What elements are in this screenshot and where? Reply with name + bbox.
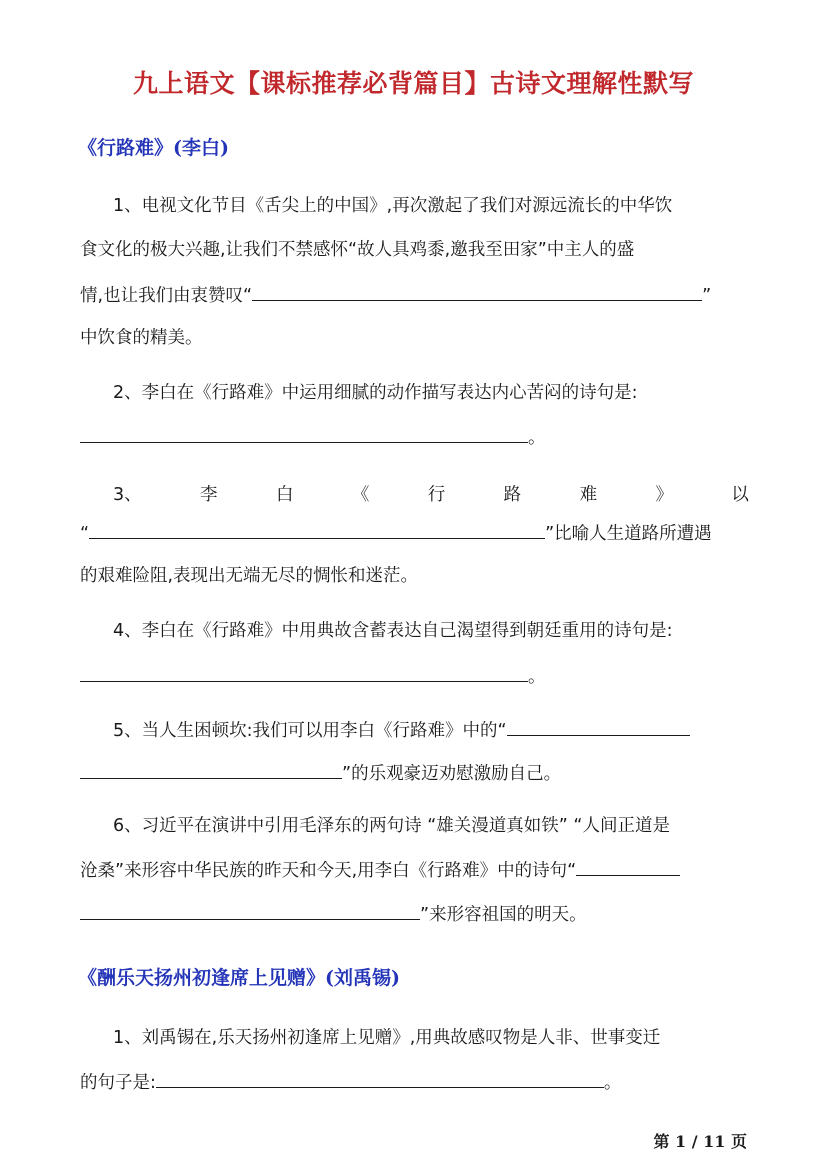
answer-blank[interactable]	[80, 764, 342, 779]
s1-q1-line3-text: 情,也让我们由衷赞叹“	[80, 286, 253, 306]
s1-q2-line2	[80, 428, 546, 448]
s2-q1-line2	[80, 1073, 621, 1093]
page-number: 第 1 / 11 页	[653, 1132, 747, 1151]
s1-q4-line2	[80, 667, 546, 687]
s1-q4-line2-end: 。	[528, 667, 546, 687]
answer-blank[interactable]	[252, 286, 702, 301]
s1-q3-word: 路	[503, 485, 522, 505]
s1-q5-line1-text: 5、当人生困顿坎:我们可以用李白《行路难》中的“	[113, 721, 507, 741]
answer-blank[interactable]	[89, 524, 545, 539]
answer-blank[interactable]	[80, 667, 528, 682]
s1-q6-line2-text: 沧桑”来形容中华民族的昨天和今天,用李白《行路难》中的诗句“	[80, 861, 577, 881]
answer-blank[interactable]	[156, 1073, 604, 1088]
s2-q1-line2-text: 的句子是:	[80, 1073, 156, 1093]
s1-q3-word: 3、	[113, 485, 142, 505]
s1-q3-word: 》	[655, 485, 673, 505]
s1-q6-line2	[80, 861, 680, 881]
s2-q1-line1: 1、刘禹锡在,乐天扬州初逢席上见赠》,用典故感叹物是人非、世事变迁	[113, 1028, 661, 1048]
s1-q4-line1: 4、李白在《行路难》中用典故含蓄表达自己渴望得到朝廷重用的诗句是:	[113, 621, 673, 641]
s1-q1-line3-close: ”	[702, 286, 712, 306]
s1-q3-line1	[113, 481, 749, 506]
s1-q6-line3	[80, 905, 587, 925]
s1-q1-line1: 1、电视文化节目《舌尖上的中国》,再次激起了我们对源远流长的中华饮	[113, 196, 673, 216]
s1-q2-line1: 2、李白在《行路难》中运用细腻的动作描写表达内心苦闷的诗句是:	[113, 383, 638, 403]
s1-q5-line1	[113, 721, 690, 741]
s1-q3-line2	[80, 524, 712, 544]
s1-q6-line1: 6、习近平在演讲中引用毛泽东的两句诗 “雄关漫道真如铁” “人间正道是	[113, 816, 670, 836]
s1-q3-word: 李	[200, 485, 218, 505]
s1-q1-line2: 食文化的极大兴趣,让我们不禁感怀“故人具鸡黍,邀我至田家”中主人的盛	[80, 240, 635, 260]
page-title: 九上语文【课标推荐必背篇目】古诗文理解性默写	[132, 69, 694, 98]
s1-q2-line2-end: 。	[528, 428, 546, 448]
s1-q5-line2	[80, 764, 561, 784]
s1-q1-line4: 中饮食的精美。	[80, 328, 203, 348]
s1-q5-line2-text: ”的乐观豪迈劝慰激励自己。	[342, 764, 562, 784]
s1-q3-word: 以	[731, 485, 749, 505]
s2-q1-line2-end: 。	[603, 1073, 622, 1093]
s1-q3-line2-text: ”比喻人生道路所遭遇	[545, 524, 712, 544]
s1-q6-line3-text: ”来形容祖国的明天。	[420, 905, 587, 925]
section-heading-xinglunan: 《行路难》(李白)	[78, 137, 229, 159]
section-heading-chou-letian: 《酬乐天扬州初逢席上见赠》(刘禹锡)	[78, 967, 400, 989]
s1-q3-word: 《	[351, 485, 370, 505]
s1-q3-line3: 的艰难险阻,表现出无端无尽的惆怅和迷茫。	[80, 566, 419, 586]
answer-blank[interactable]	[507, 721, 690, 736]
s1-q3-open-quote: “	[80, 524, 90, 544]
s1-q1-line3	[80, 286, 711, 306]
answer-blank[interactable]	[80, 905, 420, 920]
answer-blank[interactable]	[80, 428, 528, 443]
s1-q3-word: 行	[427, 485, 446, 505]
s1-q3-word: 难	[579, 485, 598, 505]
answer-blank[interactable]	[576, 861, 680, 876]
s1-q3-word: 白	[275, 485, 294, 505]
